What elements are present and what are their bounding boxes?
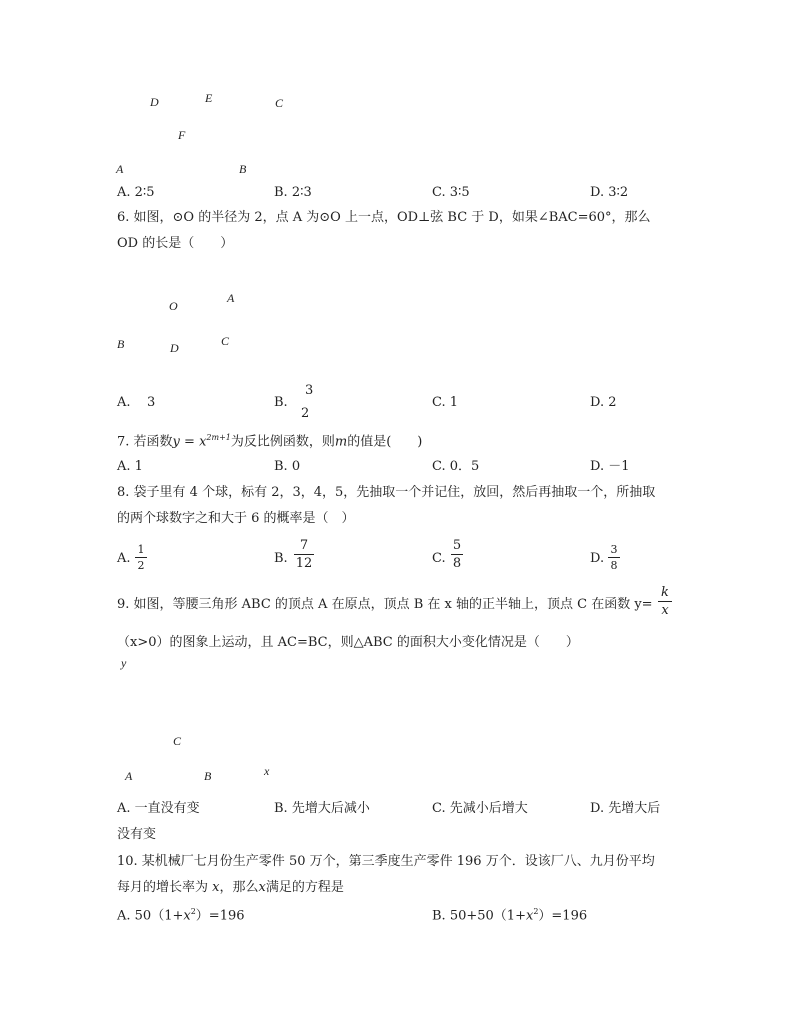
label-C: C [173, 734, 182, 748]
q6-option-a: A. [117, 395, 131, 410]
q7-option-d: D. －1 [590, 459, 630, 474]
label-D: D [150, 95, 159, 109]
q9-option-b: B. 先增大后减小 [274, 801, 370, 816]
q10-var-x: x [212, 880, 220, 895]
denominator: 8 [610, 559, 618, 572]
q6-stem-line1: 6. 如图，⊙O 的半径为 2，点 A 为⊙O 上一点，OD⊥弦 BC 于 D，如果∠BAC=60°，那么 [117, 210, 651, 225]
q10-a-pre: A. 50（1+ [117, 908, 184, 924]
q9-k-over-x [658, 586, 672, 617]
q7-option-a: A. 1 [117, 459, 143, 474]
q10-b-post: ）=196 [538, 908, 588, 924]
q10-var-x2: x [258, 880, 266, 895]
q9-stem-line1: 9. 如图，等腰三角形 ABC 的顶点 A 在原点，顶点 B 在 x 轴的正半轴上，顶点 C 在函数 y= [117, 597, 653, 612]
q7-option-b: B. 0 [274, 459, 301, 474]
q10-b-pre: B. 50+50（1+ [432, 908, 526, 924]
q6-stem-line2: OD 的长是（ ） [117, 236, 234, 251]
q8-stem-line2: 的两个球数字之和大于 6 的概率是（ ） [117, 511, 355, 526]
denominator: 8 [452, 556, 462, 571]
q10-stem-line1: 10. 某机械厂七月份生产零件 50 万个，第三季度生产零件 196 万个．设该厂八、九月份平均 [117, 854, 655, 869]
denominator: 12 [295, 556, 313, 571]
q7-var-y: y [172, 434, 180, 450]
q5-option-b: B. 2∶3 [274, 185, 312, 200]
axis-label-x: x [264, 764, 270, 778]
q10-line2-post: ，那么 [219, 880, 259, 895]
q7-option-c: C. 0．5 [432, 459, 480, 474]
q9-option-d: D. 先增大后 [590, 801, 661, 816]
numerator: k [661, 585, 669, 600]
label-O: O [169, 299, 178, 313]
q10-b-exp: 2 [533, 907, 539, 916]
q5-option-c: C. 3∶5 [432, 185, 470, 200]
q8-option-b-fraction [294, 539, 314, 570]
q8-option-a-fraction [135, 544, 147, 571]
label-B: B [239, 162, 247, 176]
q8-option-b: B. [274, 551, 288, 566]
label-A: A [125, 769, 133, 783]
label-C: C [275, 96, 284, 110]
q6-option-d: D. 2 [590, 395, 617, 410]
q6-option-b-denominator: 2 [301, 406, 310, 421]
q10-option-a [117, 908, 245, 922]
q10-line2-tail: 满足的方程是 [265, 880, 344, 895]
numerator: 1 [137, 543, 145, 556]
q10-stem-line2 [117, 881, 344, 894]
q8-option-d-fraction [608, 544, 620, 571]
numerator: 7 [299, 538, 309, 553]
q8-option-c-fraction [451, 539, 463, 570]
q7-var-x: x [199, 434, 207, 450]
q8-option-a: A. [117, 551, 131, 566]
q7-var-m: m [334, 434, 348, 450]
label-B: B [204, 769, 212, 783]
label-F: F [178, 128, 186, 142]
denominator: x [661, 603, 669, 618]
q7-suffix: 为反比例函数，则 [230, 434, 335, 450]
q8-stem-line1: 8. 袋子里有 4 个球，标有 2，3，4，5，先抽取一个并记住，放回，然后再抽取一个，所抽取 [117, 485, 656, 500]
q7-stem [117, 434, 422, 448]
label-A: A [116, 162, 124, 176]
q7-tail: 的值是( ) [347, 434, 423, 450]
q8-option-c: C. [432, 551, 446, 566]
label-C: C [221, 334, 230, 348]
q9-option-c: C. 先减小后增大 [432, 801, 528, 816]
q6-option-c: C. 1 [432, 395, 459, 410]
q9-option-d-cont: 没有变 [117, 827, 157, 842]
q6-option-a-radicand: 3 [147, 395, 156, 410]
numerator: 5 [452, 538, 462, 553]
q10-a-post: ）=196 [195, 908, 245, 924]
q5-option-d: D. 3∶2 [590, 185, 629, 200]
q6-option-b-radicand: 3 [305, 383, 314, 398]
q6-option-b: B. [274, 395, 288, 410]
q10-option-b [432, 908, 587, 922]
q7-equals: = [179, 434, 200, 450]
q10-a-exp: 2 [190, 907, 196, 916]
axis-label-y: y [121, 656, 127, 670]
label-B: B [117, 337, 125, 351]
q5-option-a: A. 2∶5 [117, 185, 155, 200]
q9-option-a: A. 一直没有变 [117, 801, 200, 816]
label-E: E [205, 91, 213, 105]
label-A: A [227, 291, 235, 305]
q10-line2-pre: 每月的增长率为 [117, 880, 209, 895]
label-D: D [170, 341, 179, 355]
denominator: 2 [137, 559, 145, 572]
q10-b-x: x [525, 908, 534, 924]
q10-a-x: x [183, 908, 191, 924]
q8-option-d: D. [590, 551, 605, 566]
numerator: 3 [610, 543, 618, 556]
q7-prefix: 7. 若函数 [117, 434, 173, 450]
q7-exponent: 2m+1 [206, 433, 231, 442]
q9-stem-line2: （x>0）的图象上运动，且 AC=BC，则△ABC 的面积大小变化情况是（ ） [117, 635, 579, 650]
